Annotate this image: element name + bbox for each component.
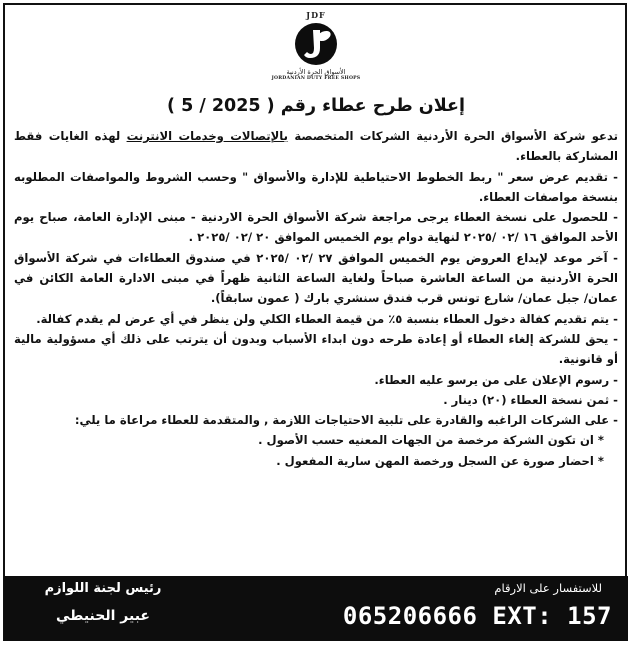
requirement-registry: * احضار صورة عن السجل ورخصة المهن سارية المفعول . bbox=[276, 453, 604, 468]
phone-number[interactable]: 065206666 EXT: 157 bbox=[342, 602, 612, 630]
inquiry-label: للاستفسار على الارقام bbox=[494, 581, 602, 595]
logo-top-text: JDF bbox=[306, 10, 326, 20]
clause-copy-price: - ثمن نسخة العطاء (٢٠) دينار . bbox=[443, 392, 618, 407]
clause-deadline: - آخر موعد لإيداع العروض يوم الخميس الموافق ٢٧ /٠٢ /٢٠٢٥ في صندوق العطاءات في شركة الأسواق الحرة الأردنية من الساعة العاشرة صباحاً ولغاية الساعة الثانية ظهراً في مبنى الادارة العامة الكائن في عمان/ جبل عمان/ شارع تونس قرب فندق سنشري بارك ( عمون سابقاً). bbox=[14, 250, 618, 306]
intro-paragraph: تدعو شركة الأسواق الحرة الأردنية الشركات المتخصصة بالإتصالات وخدمات الانترنت لهذه الغايات فقط المشاركة بالعطاء. bbox=[14, 129, 619, 164]
logo-arabic-name: الأسواق الحرة الأردنية bbox=[286, 68, 346, 76]
company-logo bbox=[266, 10, 366, 92]
clause-price-offer: - تقديم عرض سعر " ربط الخطوط الاحتياطية للإدارة والأسواق " وحسب الشروط والمواصفات المطلوبه بنسخة مواصفات العطاء. bbox=[14, 169, 618, 204]
clause-ad-fees: - رسوم الإعلان على من يرسو عليه العطاء. bbox=[374, 372, 618, 387]
duty-free-logo-icon bbox=[293, 21, 339, 67]
tender-title: إعلان طرح عطاء رقم ( 2025 / 5 ) bbox=[167, 96, 465, 116]
clause-cancellation: - يحق للشركة إلغاء العطاء أو إعادة طرحه دون ابداء الأسباب وبدون أن يترتب على ذلك أي مسؤولية مالية أو قانونية. bbox=[14, 331, 618, 367]
tender-body bbox=[14, 126, 618, 471]
committee-title: رئيس لجنة اللوازم bbox=[44, 581, 162, 596]
clause-obtain-copy: - للحصول على نسخة العطاء يرجى مراجعة شركة الأسواق الحرة الاردنية - مبنى الإدارة العامة، صباح يوم الأحد الموافق ١٦ /٠٢ /٢٠٢٥ لنهاية دوام يوم الخميس الموافق ٢٠ /٠٢ /٢٠٢٥ . bbox=[14, 210, 618, 245]
committee-name: عبير الحنيطي bbox=[56, 608, 150, 624]
contact-footer bbox=[4, 576, 628, 641]
clause-requirements: - على الشركات الراغبه والقادرة على تلبية الاحتياجات اللازمة , والمتقدمة للعطاء مراعاة ما يلي: bbox=[74, 413, 618, 428]
logo-english-name: JORDANIAN DUTY FREE SHOPS bbox=[271, 76, 361, 81]
clause-guarantee: - يتم تقديم كفالة دخول العطاء بنسبة ٥٪ من قيمة العطاء الكلي ولن ينظر في أي عرض لم يقدم كفالة. bbox=[36, 311, 618, 326]
intro-underlined: بالإتصالات وخدمات الانترنت bbox=[126, 129, 289, 143]
requirement-license: * ان تكون الشركة مرخصة من الجهات المعنيه حسب الأصول . bbox=[258, 433, 604, 448]
